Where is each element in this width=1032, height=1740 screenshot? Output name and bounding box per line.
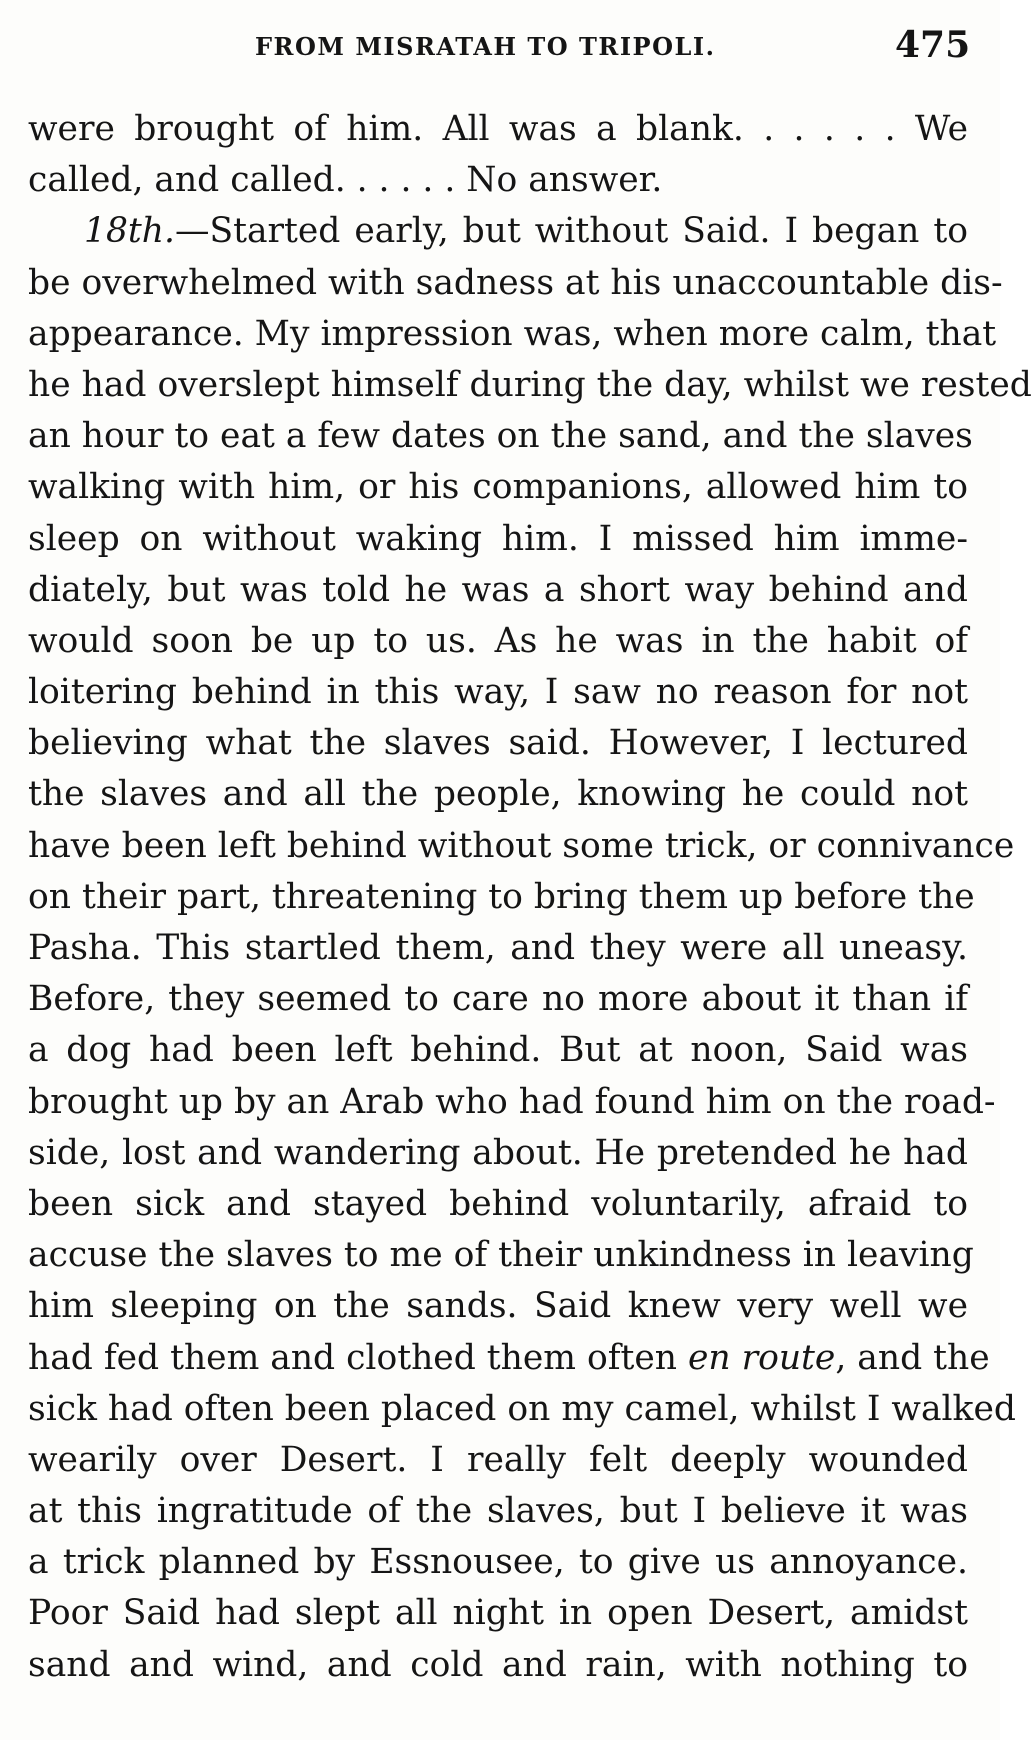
text-line: appearance. My impression was, when more calm, that [28,313,997,354]
text-line: side, lost and wandering about. He pretended he had [28,1132,968,1173]
text-line: an hour to eat a few dates on the sand, and the slaves [28,416,973,457]
text-line: been sick and stayed behind voluntarily, afraid to [28,1183,968,1224]
text-line: at this ingratitude of the slaves, but I believe it was [28,1491,968,1532]
page-number: 475 [895,24,971,66]
text-line-content: had fed them and clothed them often [28,1337,677,1378]
text-line: sand and wind, and cold and rain, with nothing to [28,1644,968,1685]
page-header [0,20,1000,70]
text-line: diately, but was told he was a short way behind and [28,569,968,610]
text-line-content: —Started early, but without Said. I began to [174,211,968,252]
text-line: were brought of him. All was a blank. . . . . . We [28,109,968,149]
text-line: called, and called. . . . . . No answer. [28,160,663,201]
text-line [28,1333,990,1384]
text-line: Pasha. This startled them, and they were all uneasy. [28,928,968,968]
text-line: accuse the slaves to me of their unkindness in leaving [28,1235,974,1276]
date-marker: 18th. [84,211,175,252]
text-line: have been left behind without some trick, or connivance [28,825,1015,866]
body-text [28,104,1032,1691]
text-line: a trick planned by Essnousee, to give us annoyance. [28,1542,968,1583]
text-line: Before, they seemed to care no more about it than if [28,979,968,1020]
text-line [28,206,968,257]
text-line: sleep on without waking him. I missed him imme- [28,518,968,559]
text-line: the slaves and all the people, knowing he could not [28,774,968,815]
text-line: a dog had been left behind. But at noon, Said was [28,1030,968,1071]
text-line: Poor Said had slept all night in open Desert, amidst [28,1593,968,1634]
text-line: him sleeping on the sands. Said knew very well we [28,1286,968,1327]
text-line-content: , and the [835,1337,990,1378]
text-line: on their part, threatening to bring them up before the [28,876,975,917]
text-line: believing what the slaves said. However, I lectured [28,723,968,764]
italic-phrase: en route [687,1337,836,1378]
running-title: FROM MISRATAH TO TRIPOLI. [255,32,716,61]
text-line: sick had often been placed on my camel, whilst I walked [28,1388,1016,1429]
text-line: brought up by an Arab who had found him on the road- [28,1081,996,1122]
text-line: he had overslept himself during the day, whilst we rested [28,364,1032,405]
text-line: walking with him, or his companions, allowed him to [28,467,968,508]
text-line: be overwhelmed with sadness at his unaccountable dis- [28,262,1003,303]
text-line: would soon be up to us. As he was in the habit of [28,620,968,661]
text-line: loitering behind in this way, I saw no reason for not [28,672,968,713]
text-line: wearily over Desert. I really felt deeply wounded [28,1439,968,1480]
